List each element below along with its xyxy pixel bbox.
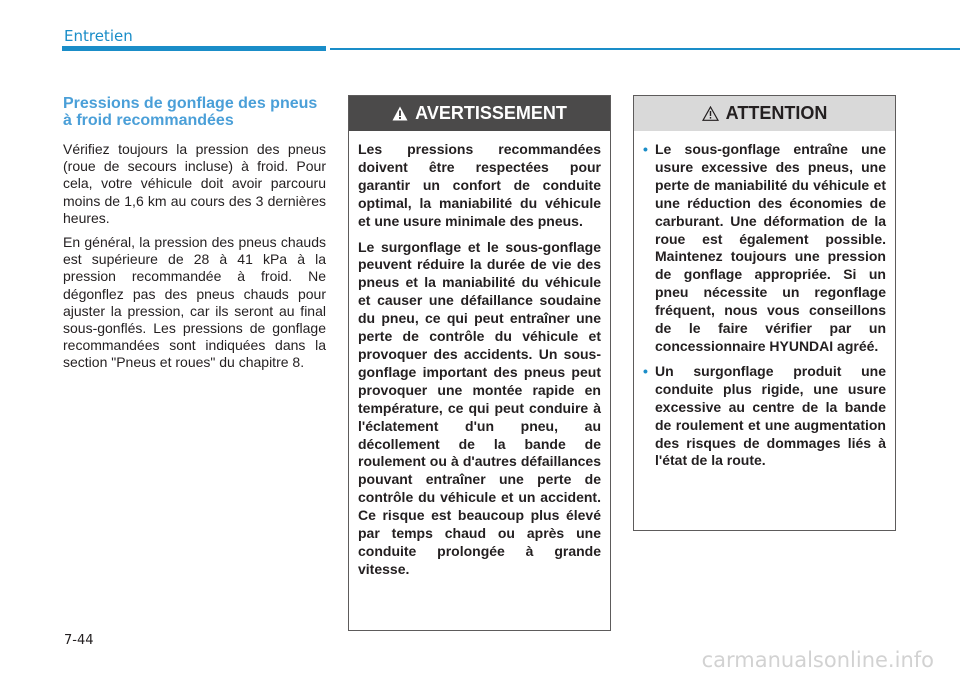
attention-title: ATTENTION bbox=[725, 103, 828, 123]
attention-header bbox=[634, 96, 895, 131]
bullet-dot-icon: • bbox=[643, 141, 648, 157]
attention-bullet-1 bbox=[643, 141, 886, 356]
header-rule-thick bbox=[62, 46, 326, 51]
warning-body bbox=[349, 131, 610, 579]
attention-box bbox=[633, 95, 896, 531]
watermark: carmanualsonline.info bbox=[701, 648, 934, 672]
attention-body bbox=[634, 131, 895, 470]
attention-bullet-text-2: Un surgonflage produit une conduite plus rigide, une usure excessive au centre de la bande de roulement et une augmentation des risques de dommages liés à l'état de la route. bbox=[655, 362, 886, 469]
attention-bullet-2 bbox=[643, 363, 886, 470]
warning-title: AVERTISSEMENT bbox=[415, 103, 567, 123]
left-column bbox=[63, 95, 326, 379]
caution-triangle-icon bbox=[702, 106, 719, 121]
warning-paragraph-1: Les pressions recommandées doivent être respectées pour garantir un confort de conduite optimal, la maniabilité du véhicule et une usure minimale des pneus. bbox=[358, 141, 601, 229]
section-heading: Pressions de gonflage des pneus à froid recommandées bbox=[63, 95, 318, 129]
warning-box bbox=[348, 95, 611, 631]
page-number: 7-44 bbox=[64, 633, 94, 648]
section-title: Entretien bbox=[64, 27, 133, 45]
header-rule-thin bbox=[330, 48, 960, 50]
body-paragraph-2: En général, la pression des pneus chauds est supérieure de 28 à 41 kPa à la pression recommandée à froid. Ne dégonflez pas des pneus chauds pour ajuster la pression, car ils seront au final sous-gonflés. Les pressions de gonflage recommandées sont indiquées dans la section "Pneus et roues" du chapitre 8. bbox=[63, 234, 326, 371]
attention-bullet-text-1: Le sous-gonflage entraîne une usure excessive des pneus, une perte de maniabilité du véhicule et une réduction des économies de carburant. Une déformation de la roue est également possible. Maintenez toujours une pression de gonflage appropriée. Si un pneu nécessite un regonflage fréquent, nous vous conseillons de le faire vérifier par un concessionnaire HYUNDAI agréé. bbox=[655, 141, 886, 354]
warning-header bbox=[349, 96, 610, 131]
body-paragraph-1: Vérifiez toujours la pression des pneus (roue de secours incluse) à froid. Pour cela, votre véhicule doit avoir parcouru moins de 1,6 km au cours des 3 dernières heures. bbox=[63, 141, 326, 226]
bullet-dot-icon: • bbox=[643, 362, 648, 379]
warning-paragraph-2: Le surgonflage et le sous-gonflage peuvent réduire la durée de vie des pneus et la maniabilité du véhicule et causer une défaillance soudaine du pneu, ce qui peut entraîner une perte de contrôle du véhicule et provoquer des accidents. Un sous-gonflage important des pneus peut provoquer une montée rapide en température, ce qui peut conduire à l'éclatement d'un pneu, au décollement de la bande de roulement ou à d'autres défaillances pouvant entraîner une perte de contrôle du véhicule et un accident. Ce risque est beaucoup plus élevé par temps chaud ou après une conduite prolongée à grande vitesse. bbox=[358, 238, 601, 577]
warning-triangle-icon bbox=[392, 106, 408, 121]
